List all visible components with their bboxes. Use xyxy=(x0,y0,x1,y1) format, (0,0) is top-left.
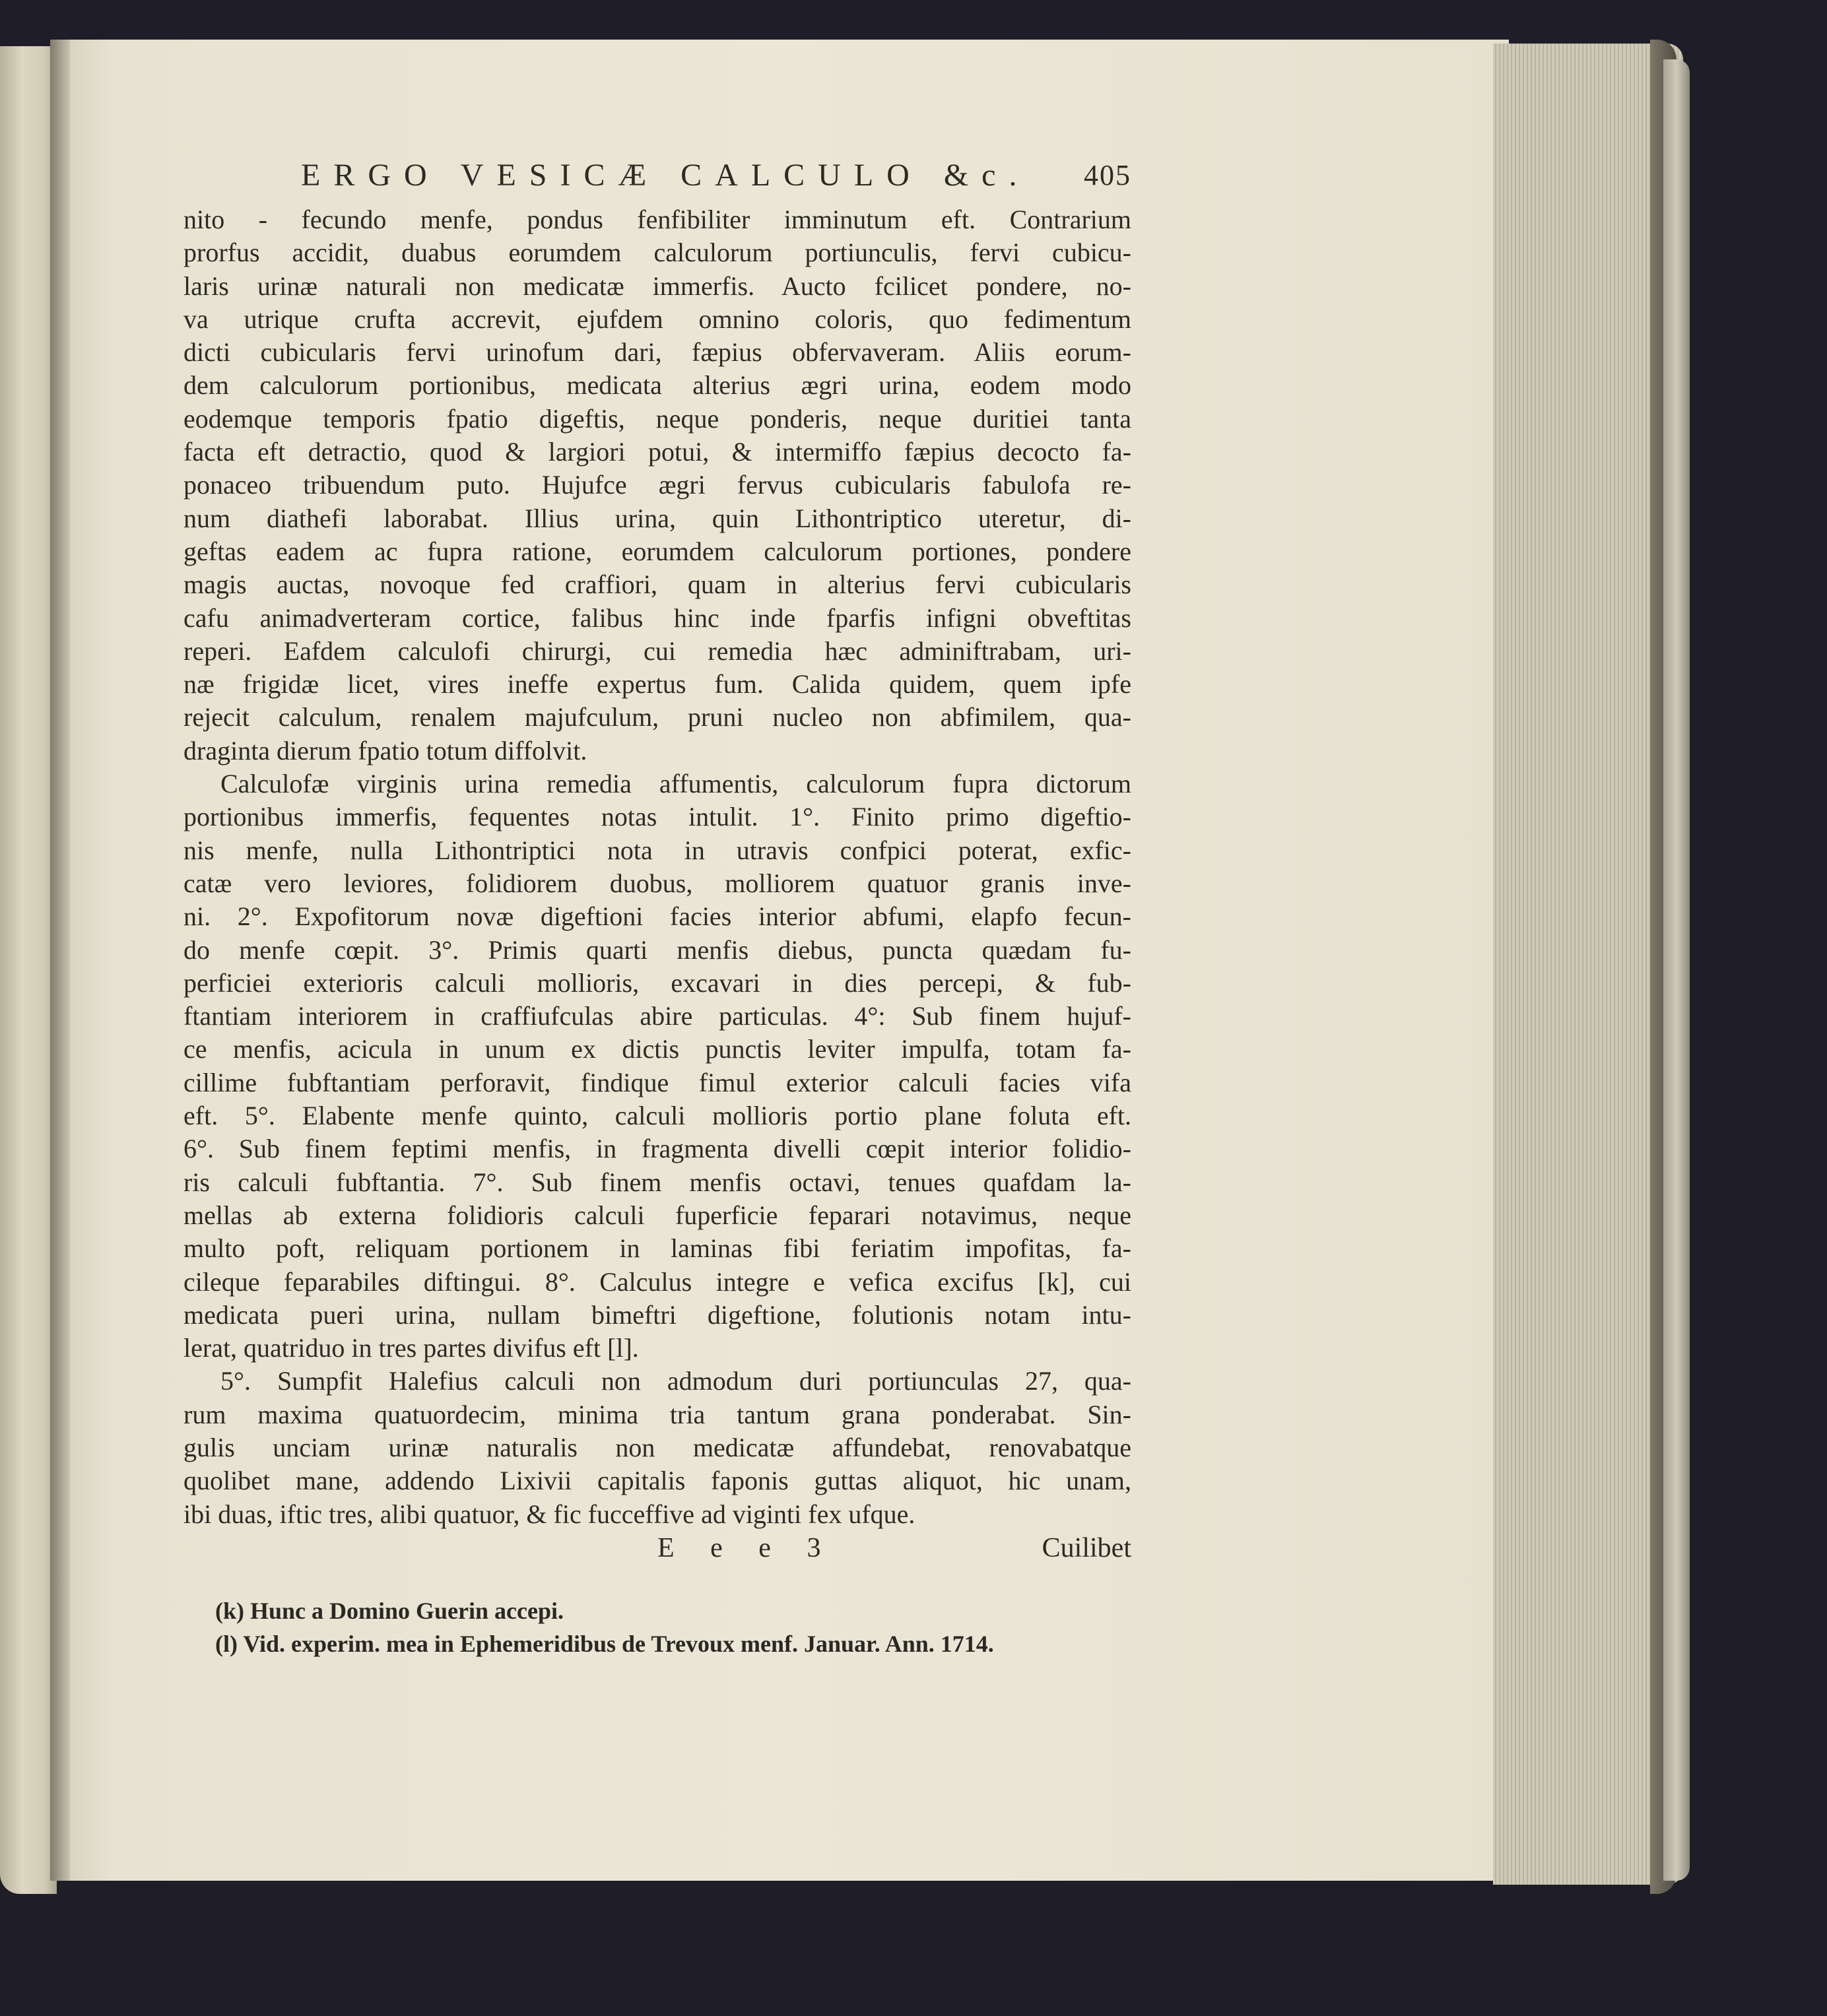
text-line: num diathefi laborabat. Illius urina, quin Lithontriptico uteretur, di- xyxy=(183,503,1131,533)
text-line: ris calculi fubftantia. 7°. Sub finem menfis octavi, tenues quafdam la- xyxy=(183,1167,1131,1197)
text-line: 5°. Sumpfit Halefius calculi non admodum duri portiunculas 27, qua- xyxy=(220,1366,1131,1396)
text-line: ce menfis, acicula in unum ex dictis punctis leviter impulfa, totam fa- xyxy=(183,1034,1131,1064)
text-line: lerat, quatriduo in tres partes divifus eft [l]. xyxy=(183,1333,639,1363)
footnote-l: (l) Vid. experim. mea in Ephemeridibus de Trevoux menf. Januar. Ann. 1714. xyxy=(215,1630,994,1657)
text-line: ponaceo tribuendum puto. Hujufce ægri fervus cubicularis fabulofa re- xyxy=(183,470,1131,500)
signature-mark: E e e 3 xyxy=(657,1532,836,1563)
text-line: cafu animadverteram cortice, falibus hinc inde fparfis infigni obveftitas xyxy=(183,602,1131,633)
text-line: portionibus immerfis, fequentes notas intulit. 1°. Finito primo digeftio- xyxy=(183,802,1131,832)
running-head-title: ERGO VESICÆ CALCULO &c. xyxy=(301,158,1030,193)
text-line: laris urinæ naturali non medicatæ immerfis. Aucto fcilicet pondere, no- xyxy=(183,271,1131,301)
text-line: eft. 5°. Elabente menfe quinto, calculi mollioris portio plane foluta eft. xyxy=(183,1101,1131,1131)
text-line: va utrique crufta accrevit, ejufdem omnino coloris, quo fedimentum xyxy=(183,304,1131,334)
text-line: magis auctas, novoque fed craffiori, quam in alterius fervi cubicularis xyxy=(183,569,1131,600)
text-line: reperi. Eafdem calculofi chirurgi, cui remedia hæc adminiftrabam, uri- xyxy=(183,635,1131,666)
text-line: 6°. Sub finem feptimi menfis, in fragmenta divelli cœpit interior folidio- xyxy=(183,1134,1131,1164)
footnotes xyxy=(215,1594,1131,1660)
gutter-shadow xyxy=(50,40,70,1881)
text-line: geftas eadem ac fupra ratione, eorumdem calculorum portiones, pondere xyxy=(183,536,1131,566)
text-line: catæ vero leviores, folidiorem duobus, molliorem quatuor granis inve- xyxy=(183,868,1131,898)
text-line: rejecit calculum, renalem majufculum, pruni nucleo non abfimilem, qua- xyxy=(183,702,1131,732)
text-line: quolibet mane, addendo Lixivii capitalis faponis guttas aliquot, hic unam, xyxy=(183,1466,1131,1496)
text-line: dicti cubicularis fervi urinofum dari, fæpius obfervaveram. Aliis eorum- xyxy=(183,337,1131,368)
text-line: medicata pueri urina, nullam bimeftri digeftione, folutionis notam intu- xyxy=(183,1299,1131,1330)
text-line: cileque feparabiles diftingui. 8°. Calculus integre e vefica excifus [k], cui xyxy=(183,1266,1131,1297)
running-head xyxy=(183,157,1131,203)
text-line: gulis unciam urinæ naturalis non medicatæ affundebat, renovabatque xyxy=(183,1432,1131,1462)
catchword: Cuilibet xyxy=(1042,1532,1131,1563)
text-line: ftantiam interiorem in craffiufculas abire particulas. 4°: Sub finem hujuf- xyxy=(183,1001,1131,1031)
text-line: rum maxima quatuordecim, minima tria tantum grana ponderabat. Sin- xyxy=(183,1399,1131,1429)
text-line: ni. 2°. Expofitorum novæ digeftioni facies interior abfumi, elapfo fecun- xyxy=(183,901,1131,932)
text-line: næ frigidæ licet, vires ineffe expertus fum. Calida quidem, quem ipfe xyxy=(183,669,1131,699)
body-text xyxy=(183,203,1131,1531)
text-line: multo poft, reliquam portionem in laminas fibi feriatim impofitas, fa- xyxy=(183,1233,1131,1264)
cover-board xyxy=(1663,59,1690,1881)
text-line: nito - fecundo menfe, pondus fenfibiliter imminutum eft. Contrarium xyxy=(183,205,1131,234)
text-line: prorfus accidit, duabus eorumdem calculorum portiunculis, fervi cubicu- xyxy=(183,238,1131,268)
left-page-edge xyxy=(0,46,57,1894)
text-line: draginta dierum fpatio totum diffolvit. xyxy=(183,735,587,765)
text-line: eodemque temporis fpatio digeftis, neque ponderis, neque duritiei tanta xyxy=(183,403,1131,434)
text-line: do menfe cœpit. 3°. Primis quarti menfis diebus, puncta quædam fu- xyxy=(183,934,1131,965)
page-number: 405 xyxy=(1084,159,1131,191)
text-line: dem calculorum portionibus, medicata alterius ægri urina, eodem modo xyxy=(183,370,1131,401)
text-line: ibi duas, iftic tres, alibi quatuor, & fic fucceffive ad viginti fex ufque. xyxy=(183,1499,915,1529)
footnote-k: (k) Hunc a Domino Guerin accepi. xyxy=(215,1597,564,1624)
text-line: mellas ab externa folidioris calculi fuperficie feparari notavimus, neque xyxy=(183,1200,1131,1230)
text-line: Calculofæ virginis urina remedia affumentis, calculorum fupra dictorum xyxy=(220,769,1131,799)
text-block xyxy=(183,157,1131,1660)
text-line: perficiei exterioris calculi mollioris, excavari in dies percepi, & fub- xyxy=(183,967,1131,998)
text-line: nis menfe, nulla Lithontriptici nota in utravis confpici poterat, exfic- xyxy=(183,835,1131,865)
text-line: facta eft detractio, quod & largiori potui, & intermiffo fæpius decocto fa- xyxy=(183,437,1131,467)
text-line: cillime fubftantiam perforavit, findique fimul exterior calculi facies vifa xyxy=(183,1067,1131,1097)
catchline xyxy=(183,1531,1131,1569)
